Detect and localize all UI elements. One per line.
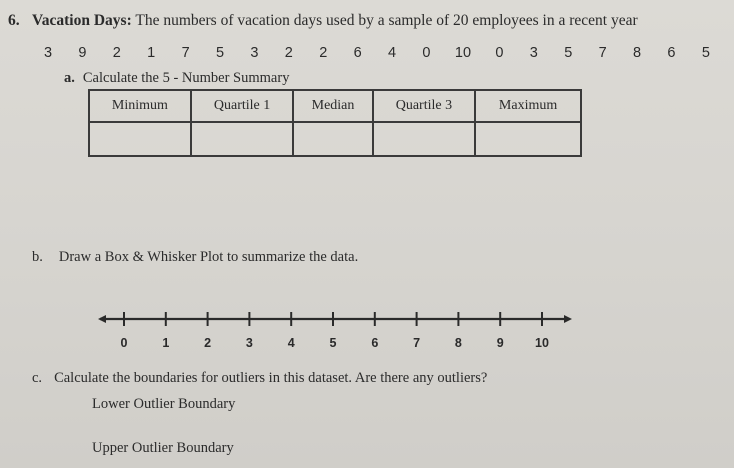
answer-minimum[interactable] — [89, 122, 191, 156]
data-value: 5 — [564, 45, 573, 61]
data-value: 8 — [633, 45, 642, 61]
number-line-tick-label: 9 — [496, 336, 504, 350]
data-value: 6 — [667, 45, 676, 61]
data-value: 5 — [215, 45, 225, 61]
data-value: 3 — [529, 45, 538, 61]
number-line-tick-label: 2 — [204, 336, 212, 350]
question-title — [32, 12, 638, 30]
header-quartile-1: Quartile 1 — [191, 90, 293, 122]
part-a-text: Calculate the 5 - Number Summary — [82, 70, 290, 86]
number-line[interactable] — [96, 305, 574, 353]
question-number: 6. — [8, 12, 20, 29]
number-line-tick-label: 6 — [371, 336, 379, 350]
question-title-text: The numbers of vacation days used by a sample of 20 employees in a recent year — [131, 12, 638, 29]
part-a-prompt — [64, 70, 289, 87]
number-line-tick-label: 1 — [162, 336, 170, 350]
data-value: 10 — [454, 45, 472, 61]
data-value: 0 — [495, 45, 504, 61]
number-line-tick-label: 8 — [454, 336, 462, 350]
number-line-tick-label: 7 — [413, 336, 421, 350]
data-value: 3 — [250, 45, 259, 61]
data-value: 4 — [388, 45, 397, 61]
number-line-tick-label: 10 — [535, 336, 549, 350]
five-number-summary-table — [88, 89, 582, 157]
left-arrow-icon — [98, 315, 106, 323]
number-line-tick-label: 5 — [329, 336, 337, 350]
upper-outlier-boundary-label: Upper Outlier Boundary — [92, 440, 234, 456]
header-maximum: Maximum — [475, 90, 581, 122]
data-value: 6 — [353, 45, 362, 61]
data-value: 7 — [181, 45, 190, 61]
data-value: 3 — [43, 45, 53, 61]
data-value: 2 — [319, 45, 328, 61]
summary-header-row — [89, 90, 581, 122]
part-b-prompt — [32, 249, 358, 266]
part-b-letter: b. — [32, 249, 43, 265]
part-c-text: Calculate the boundaries for outliers in this dataset. Are there any outliers? — [54, 370, 488, 386]
lower-outlier-boundary-label: Lower Outlier Boundary — [92, 396, 236, 412]
data-value: 5 — [701, 45, 710, 61]
part-c-prompt — [32, 370, 487, 387]
answer-maximum[interactable] — [475, 122, 581, 156]
number-line-tick-label: 3 — [245, 336, 253, 350]
right-arrow-icon — [564, 315, 572, 323]
data-values-row — [42, 45, 712, 61]
header-median: Median — [293, 90, 372, 122]
data-value: 0 — [422, 45, 431, 61]
data-value: 2 — [112, 45, 121, 61]
data-value: 1 — [147, 45, 156, 61]
data-value: 2 — [284, 45, 293, 61]
part-a-letter: a. — [64, 70, 75, 86]
header-minimum: Minimum — [89, 90, 191, 122]
summary-answer-row — [89, 122, 581, 156]
part-c-letter: c. — [32, 370, 43, 386]
answer-quartile-3[interactable] — [373, 122, 475, 156]
header-quartile-3: Quartile 3 — [373, 90, 475, 122]
question-title-bold: Vacation Days: — [32, 12, 132, 29]
answer-median[interactable] — [293, 122, 372, 156]
part-b-text: Draw a Box & Whisker Plot to summarize the data. — [58, 249, 359, 265]
data-value: 9 — [78, 45, 87, 61]
data-value: 7 — [598, 45, 607, 61]
number-line-tick-label: 0 — [120, 336, 128, 350]
answer-quartile-1[interactable] — [191, 122, 293, 156]
number-line-tick-label: 4 — [287, 336, 295, 350]
